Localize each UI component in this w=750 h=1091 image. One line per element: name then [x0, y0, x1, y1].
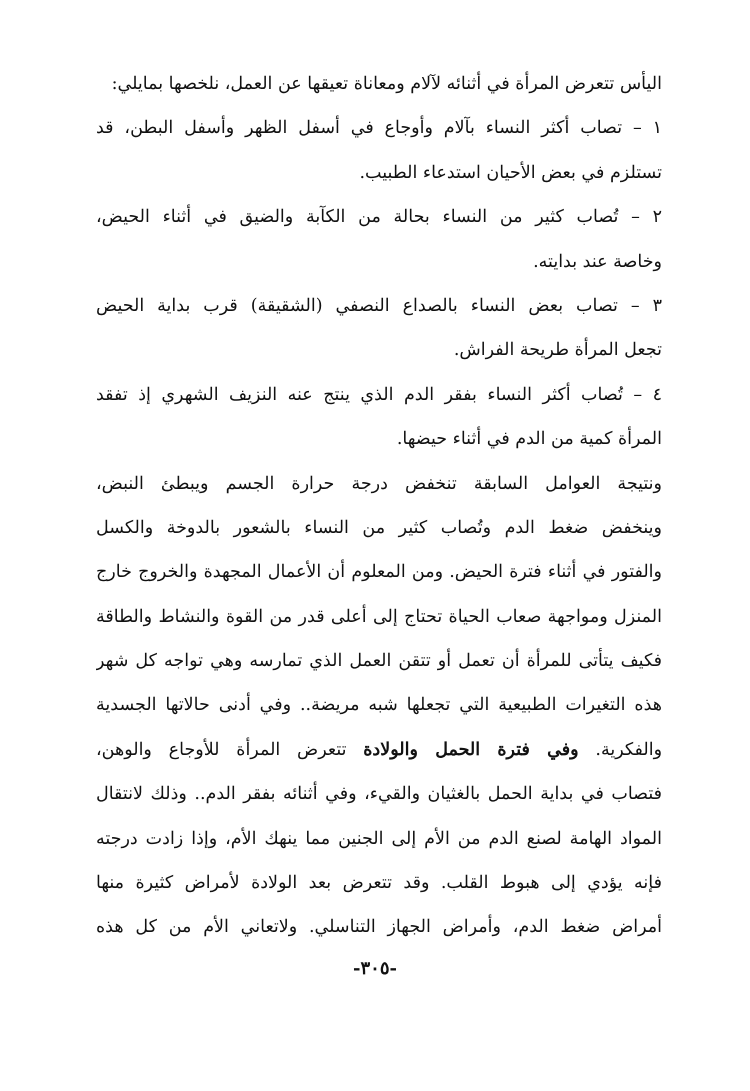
text-line: [96, 151, 662, 195]
text-line-content: المنزل ومواجهة صعاب الحياة تحتاج إلى أعلى قدر من القوة والنشاط والطاقة: [96, 606, 662, 627]
text-line-content: هذه التغيرات الطبيعية التي تجعلها شبه مريضة.. وفي أدنى حالاتها الجسدية: [96, 695, 662, 716]
text-line-content: وينخفض ضغط الدم وتُصاب كثير من النساء بالشعور بالدوخة والكسل: [96, 517, 662, 538]
text-line: [96, 417, 662, 461]
page-body: [96, 62, 662, 950]
text-line: [96, 728, 662, 772]
text-line: [96, 373, 662, 417]
text-line-content: ٤ً – تُصاب أكثر النساء بفقر الدم الذي ينتج عنه النزيف الشهري إذ تفقد: [96, 384, 662, 405]
text-line-content: فكيف يتأتى للمرأة أن تعمل أو تتقن العمل الذي تمارسه وهي تواجه كل شهر: [96, 651, 662, 672]
page-number: -٣٠٥-: [353, 958, 397, 979]
text-line-content: أمراض ضغط الدم، وأمراض الجهاز التناسلي. ولاتعاني الأم من كل هذه: [96, 917, 662, 938]
text-line-content: فتصاب في بداية الحمل بالغثيان والقيء، وفي أثنائه بفقر الدم.. وذلك لانتقال: [96, 784, 662, 805]
text-line: [96, 240, 662, 284]
text-line: [96, 595, 662, 639]
text-line-continuation: تتعرض المرأة للأوجاع والوهن،: [96, 739, 364, 760]
text-line: [96, 62, 662, 106]
text-line-content: ١ً – تصاب أكثر النساء بآلام وأوجاع في أسفل الظهر وأسفل البطن، قد: [96, 118, 662, 139]
text-line: [96, 106, 662, 150]
text-line: [96, 639, 662, 683]
text-line: [96, 550, 662, 594]
text-line: [96, 506, 662, 550]
text-line-content: ٢ً – تُصاب كثير من النساء بحالة من الكآبة والضيق في أثناء الحيض،: [96, 207, 662, 228]
text-line-content: ٣ً – تصاب بعض النساء بالصداع النصفي (الشقيقة) قرب بداية الحيض: [96, 295, 662, 316]
text-line-content: وخاصة عند بدايته.: [533, 251, 662, 272]
text-line-content: والفتور في أثناء فترة الحيض. ومن المعلوم أن الأعمال المجهدة والخروج خارج: [96, 562, 662, 583]
text-line: [96, 772, 662, 816]
text-line-content: المرأة كمية من الدم في أثناء حيضها.: [396, 429, 662, 450]
text-line-content: اليأس تتعرض المرأة في أثنائه لآلام ومعاناة تعيقها عن العمل، نلخصها بمايلي:: [111, 74, 662, 94]
text-line-content: ونتيجة العوامل السابقة تنخفض درجة حرارة الجسم ويبطئ النبض،: [96, 473, 662, 494]
text-line: [96, 328, 662, 372]
text-line-content: فإنه يؤدي إلى هبوط القلب. وقد تتعرض بعد الولادة لأمراض كثيرة منها: [96, 873, 662, 894]
text-line: [96, 462, 662, 506]
text-line-content: المواد الهامة لصنع الدم من الأم إلى الجنين مما ينهك الأم، وإذا زادت درجته: [96, 828, 662, 849]
text-line: [96, 683, 662, 727]
text-line-content: تجعل المرأة طريحة الفراش.: [453, 340, 662, 361]
text-line: [96, 905, 662, 949]
text-line: [96, 284, 662, 328]
text-line: [96, 195, 662, 239]
text-line-content: تستلزم في بعض الأحيان استدعاء الطبيب.: [359, 162, 662, 183]
text-line: [96, 817, 662, 861]
text-line: [96, 861, 662, 905]
text-line-content: والفكرية.: [578, 739, 662, 760]
emphasized-phrase: وفي فترة الحمل والولادة: [363, 739, 579, 760]
